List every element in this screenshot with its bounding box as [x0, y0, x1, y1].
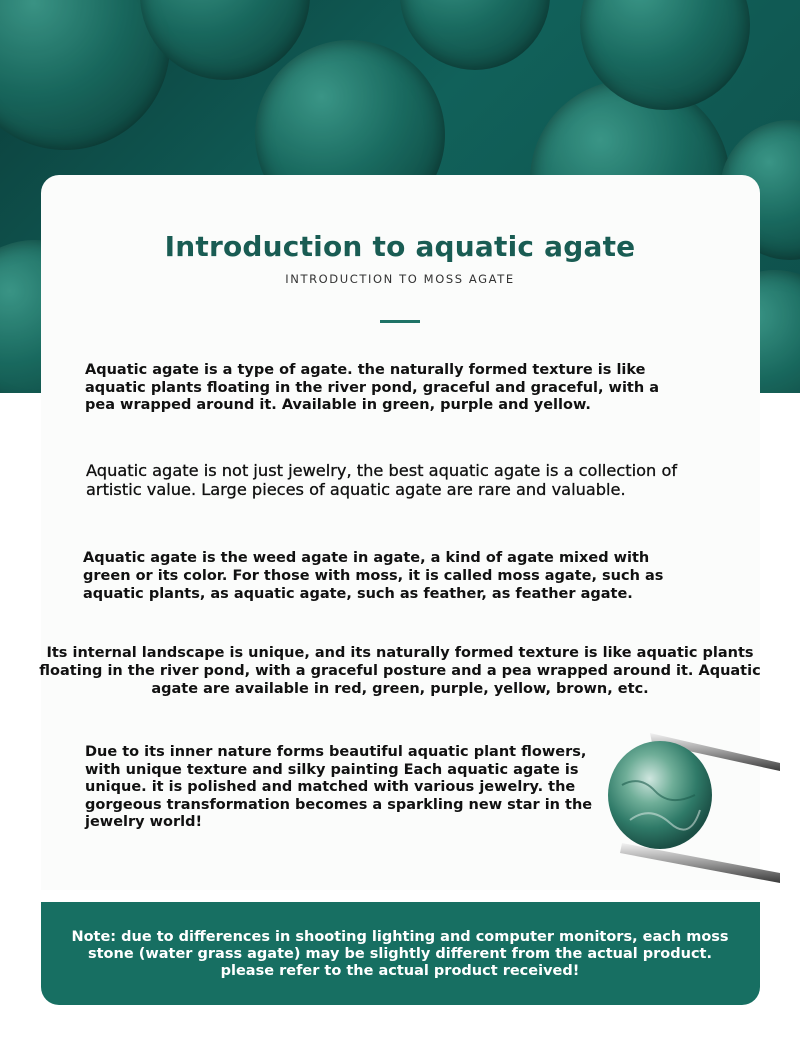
- paragraph-1: Aquatic agate is a type of agate. the naturally formed texture is like aquatic plants floating in the river pond, graceful and graceful, with a pea wrapped around it. Available in green, purple and yellow.: [85, 362, 659, 413]
- page-subtitle: INTRODUCTION TO MOSS AGATE: [285, 272, 515, 286]
- paragraph-4: Its internal landscape is unique, and its naturally formed texture is like aquatic plants floating in the river pond, with a graceful posture and a pea wrapped around it. Aquatic agate are available in red, green, purple, yellow, brown, etc.: [39, 645, 761, 697]
- title-divider: [380, 320, 420, 323]
- page-title: Introduction to aquatic agate: [164, 230, 636, 263]
- note-text: Note: due to differences in shooting lighting and computer monitors, each moss stone (water grass agate) may be slightly different from the actual product. please refer to the actual product received!: [71, 929, 729, 979]
- paragraph-3: Aquatic agate is the weed agate in agate, a kind of agate mixed with green or its color. For those with moss, it is called moss agate, such as aquatic plants, as aquatic agate, such as feather, as feather agate.: [83, 550, 664, 602]
- product-image: [600, 725, 780, 885]
- paragraph-5: Due to its inner nature forms beautiful aquatic plant flowers, with unique texture and silky painting Each aquatic agate is unique. it is polished and matched with various jewelry. the gorgeous transformation becomes a sparkling new star in the jewelry world!: [85, 744, 593, 830]
- paragraph-2: Aquatic agate is not just jewelry, the best aquatic agate is a collection of artistic value. Large pieces of aquatic agate are rare and valuable.: [86, 461, 678, 499]
